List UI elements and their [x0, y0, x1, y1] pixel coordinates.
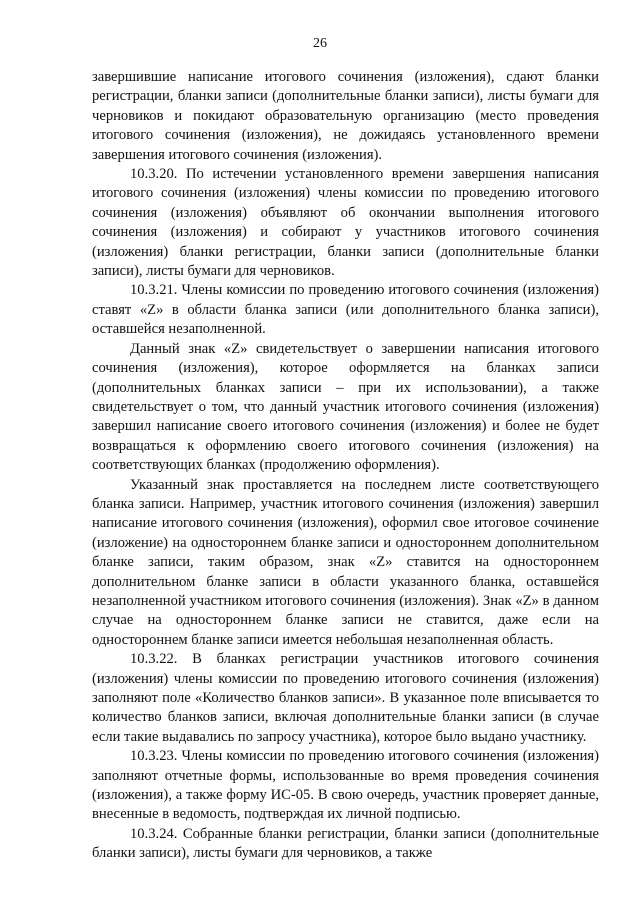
paragraph-10-3-24: 10.3.24. Собранные бланки регистрации, бланки записи (дополнительные бланки записи), листы бумаги для черновиков, а также	[92, 825, 599, 862]
paragraph-10-3-21: 10.3.21. Члены комиссии по проведению итогового сочинения (изложения) ставят «Z» в области бланка записи (или дополнительного бланка записи), оставшейся незаполненной.	[92, 282, 599, 338]
paragraph-10-3-20: 10.3.20. По истечении установленного времени завершения написания итогового сочинения (изложения) члены комиссии по проведению итогового сочинения (изложения) объявляют об окончании выполнения итогового сочинения (изложения) и собирают у участников итогового сочинения (изложения) бланки регистрации, бланки записи (дополнительные бланки записи), листы бумаги для черновиков.	[92, 166, 599, 280]
paragraph-continuation: завершившие написание итогового сочинения (изложения), сдают бланки регистрации, бланки записи (дополнительные бланки записи), листы бумаги для черновиков и покидают образовательную организацию (место проведения итогового сочинения (изложения), не дожидаясь установленного времени завершения итогового сочинения (изложения).	[92, 69, 599, 163]
paragraph-z-mark-placement: Указанный знак проставляется на последнем листе соответствующего бланка записи. Например, участник итогового сочинения (изложения) завершил написание итогового сочинения (изложения), оформил свое итоговое сочинение (изложение) на одностороннем бланке записи и одностороннем дополнительном бланке записи, таким образом, знак «Z» ставится на одностороннем дополнительном бланке записи в области указанного бланка, оставшейся незаполненной участником итогового сочинения (изложения). Знак «Z» в данном случае на одностороннем бланке записи не ставится, даже если на одностороннем бланке записи имеется небольшая незаполненная область.	[92, 476, 599, 648]
paragraph-z-mark-meaning: Данный знак «Z» свидетельствует о завершении написания итогового сочинения (изложения), которое оформляется на бланках записи (дополнительных бланках записи – при их использовании), а также свидетельствует о том, что данный участник итогового сочинения (изложения) завершил написание своего итогового сочинения (изложения) и более не будет возвращаться к оформлению своего итогового сочинения (изложения) на соответствующих бланках (продолжению оформления).	[92, 340, 599, 474]
paragraph-10-3-23: 10.3.23. Члены комиссии по проведению итогового сочинения (изложения) заполняют отчетные формы, использованные во время проведения сочинения (изложения), а также форму ИС-05. В свою очередь, участник проверяет данные, внесенные в ведомость, подтверждая их личной подписью.	[92, 748, 599, 823]
page-number: 26	[313, 36, 327, 51]
document-body	[92, 68, 599, 864]
paragraph-10-3-22: 10.3.22. В бланках регистрации участников итогового сочинения (изложения) члены комиссии по проведению итогового сочинения (изложения) заполняют поле «Количество бланков записи». В указанное поле вписывается то количество бланков записи, включая дополнительные бланки записи (в случае если такие выдавались по запросу участника), которое было выдано участнику.	[92, 651, 599, 745]
